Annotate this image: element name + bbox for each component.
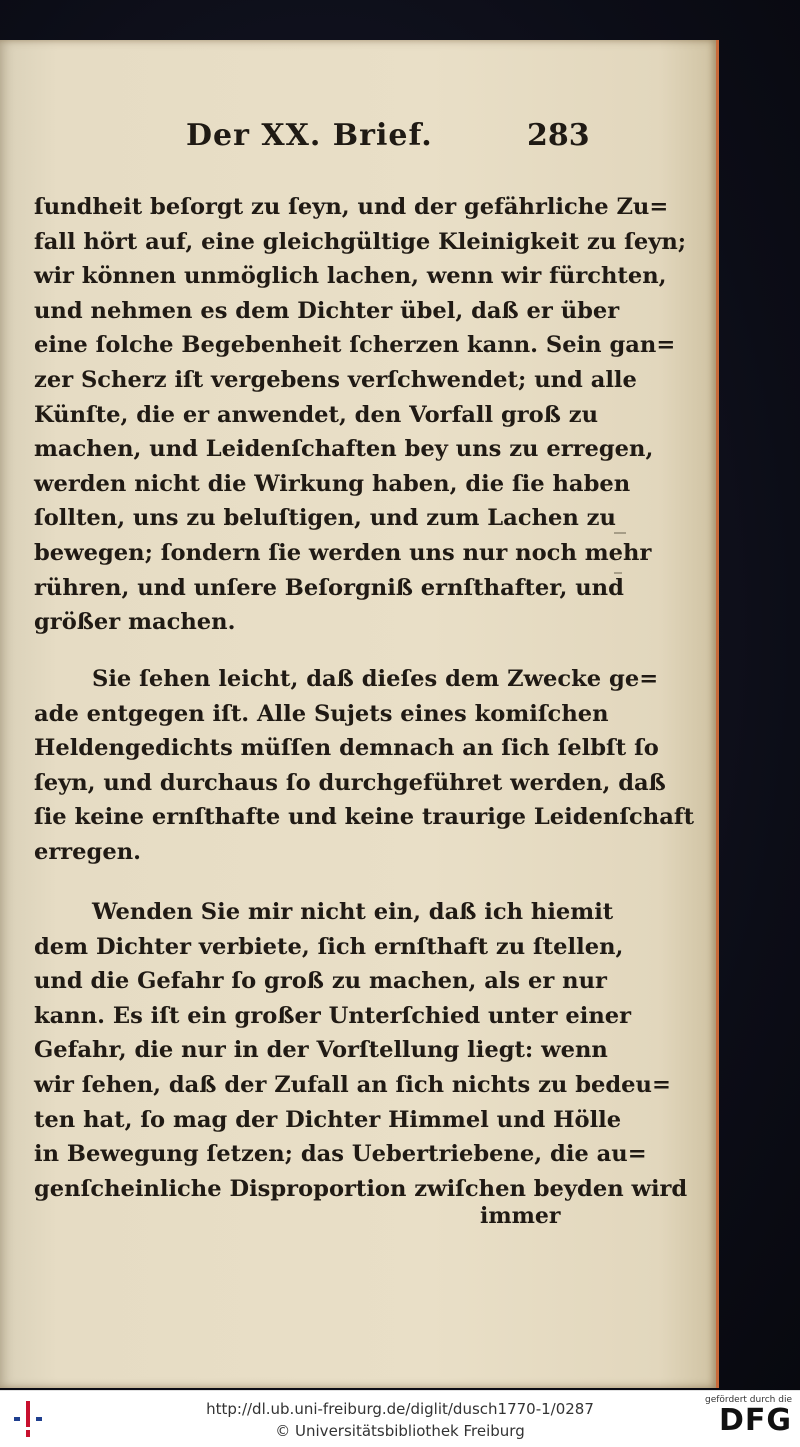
book-page: [0, 40, 719, 1388]
paper-mark: [614, 572, 622, 574]
text-line: größer machen.: [34, 609, 236, 636]
copyright-notice: © Universitätsbibliothek Freiburg: [275, 1422, 525, 1440]
text-line: zer Scherz iſt vergebens verſchwendet; und alle: [34, 366, 637, 393]
text-line: ſie keine ernſthafte und keine traurige Leidenſchaft: [34, 804, 695, 831]
text-line: werden nicht die Wirkung haben, die ſie haben: [34, 470, 631, 497]
text-line: ſeyn, und durchaus ſo durchgeführet werden, daß: [34, 769, 666, 796]
text-line: ade entgegen iſt. Alle Sujets eines komiſchen: [34, 700, 609, 727]
funding-label: gefördert durch die: [705, 1395, 792, 1405]
text-line: fall hört auf, eine gleichgültige Kleinigkeit zu ſeyn;: [34, 228, 687, 255]
text-line: kann. Es iſt ein großer Unterſchied unter einer: [34, 1002, 632, 1029]
text-line: und nehmen es dem Dichter übel, daß er über: [34, 297, 620, 324]
dfg-logo: [704, 1395, 792, 1443]
text-line: ſollten, uns zu beluſtigen, und zum Lachen zu: [34, 505, 616, 532]
text-line: Gefahr, die nur in der Vorſtellung liegt: wenn: [34, 1037, 608, 1064]
paragraph-2: [34, 662, 695, 870]
text-line: Heldengedichts müſſen demnach an ſich ſelbſt ſo: [34, 735, 659, 762]
text-line: dem Dichter verbiete, ſich ernſthaft zu ſtellen,: [34, 933, 624, 960]
text-line: wir können unmöglich lachen, wenn wir fürchten,: [34, 263, 667, 290]
text-line: Wenden Sie mir nicht ein, daß ich hiemit: [92, 899, 614, 925]
text-line: und die Gefahr ſo groß zu machen, als er nur: [34, 968, 607, 995]
permalink-url[interactable]: http://dl.ub.uni-freiburg.de/diglit/dusch1770-1/0287: [206, 1400, 594, 1418]
text-line: ſundheit beſorgt zu ſeyn, und der gefährliche Zu=: [34, 194, 669, 220]
text-line: machen, und Leidenſchaften bey uns zu erregen,: [34, 436, 654, 463]
page-header: [0, 118, 716, 158]
page-number: 283: [527, 118, 590, 153]
text-line: Sie ſehen leicht, daß dieſes dem Zwecke ge=: [92, 666, 659, 692]
footer-bar: [0, 1390, 800, 1447]
catchword: immer: [480, 1203, 561, 1229]
text-line: ten hat, ſo mag der Dichter Himmel und Hölle: [34, 1106, 622, 1133]
text-line: erregen.: [34, 838, 142, 865]
running-title: Der XX. Brief.: [186, 118, 433, 153]
text-line: Künſte, die er anwendet, den Vorfall groß zu: [34, 401, 599, 428]
paper-mark: [614, 532, 626, 534]
paragraph-3: [34, 895, 688, 1206]
text-line: wir ſehen, daß der Zufall an ſich nichts zu bedeu=: [34, 1071, 671, 1098]
text-line: bewegen; ſondern ſie werden uns nur noch mehr: [34, 539, 652, 566]
dfg-wordmark: DFG: [718, 1403, 792, 1438]
text-line: eine ſolche Begebenheit ſcherzen kann. Sein gan=: [34, 332, 676, 359]
text-line: rühren, und unſere Beſorgniß ernſthafter, und: [34, 574, 624, 601]
text-line: in Bewegung ſetzen; das Uebertriebene, die au=: [34, 1141, 647, 1168]
text-line: genſcheinliche Disproportion zwiſchen beyden wird: [34, 1175, 688, 1202]
paragraph-1: [34, 190, 687, 640]
